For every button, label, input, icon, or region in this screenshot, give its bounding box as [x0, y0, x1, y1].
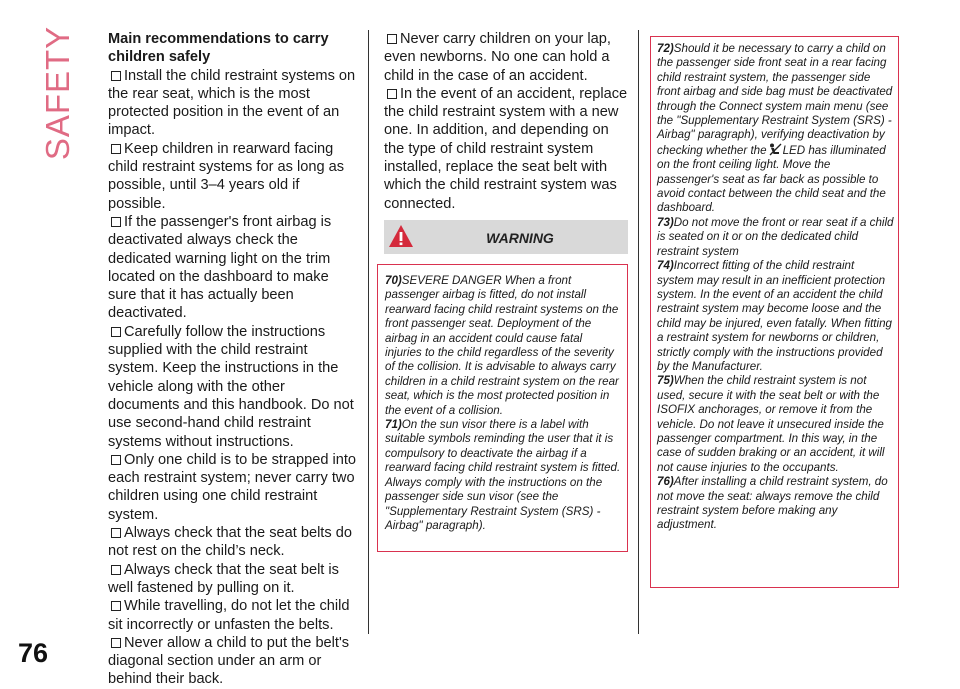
checkbox-bullet-icon	[111, 528, 121, 538]
page-number: 76	[18, 638, 49, 668]
checkbox-bullet-icon	[111, 565, 121, 575]
list-item: Only one child is to be strapped into each restraint system; never carry two children using one child restraint system.	[108, 451, 357, 523]
list-item: If the passenger's front airbag is deactivated always check the dedicated warning light on the trim located on the dashboard to make sure that it has actually been deactivated.	[108, 213, 332, 322]
list-item: While travelling, do not let the child sit incorrectly or unfasten the belts.	[108, 598, 350, 633]
note: 72)Should it be necessary to carry a child on the passenger side front seat in a rear facing child restraint system, the passenger side front airbag and side bag must be deactivated through the Connect system main menu (see the "Supplementary Restraint System (SRS) - Airbag" paragraph), verifying deactivation by checking whether the LED has illuminated on the front ceiling light. Move the passenger's seat as far back as possible to avoid contact between the child seat and the dashboard.	[657, 42, 893, 215]
checkbox-bullet-icon	[111, 638, 121, 648]
list-item: Carefully follow the instructions supplied with the child restraint system. Keep the instructions in the vehicle along with the other documents and this handbook. Do not use second-hand child restraint systems without instructions.	[108, 323, 354, 450]
checkbox-bullet-icon	[111, 144, 121, 154]
airbag-off-icon	[768, 143, 782, 156]
list-item: Never allow a child to put the belt's diagonal section under an arm or behind their back.	[108, 634, 350, 688]
list-item: Always check that the seat belt is well fastened by pulling on it.	[108, 561, 339, 596]
note: 74)Incorrect fitting of the child restraint system may result in an inefficient protection system. In the event of an accident the child restraint system may become loose and the child may be injured, even fatally. When fitting a restraint system for newborns or children, strictly comply with the instructions provided by the Manufacturer.	[657, 259, 892, 373]
section-heading: Main recommendations to carry children safely	[108, 31, 329, 66]
warning-triangle-icon	[388, 223, 414, 249]
checkbox-bullet-icon	[111, 71, 121, 81]
note: 76)After installing a child restraint system, do not move the seat: always remove the child restraint system before making any adjustment.	[657, 475, 888, 532]
checkbox-bullet-icon	[111, 601, 121, 611]
note: 70)SEVERE DANGER When a front passenger airbag is fitted, do not install rearward facing child restraint systems on the front passenger seat. Deployment of the airbag in an accident could cause fatal injuries to the child regardless of the severity of the collision. It is advisable to always carry children in a child restraint system on the rear seat, which is the most protected position in the event of a collision.	[385, 274, 619, 417]
checkbox-bullet-icon	[387, 34, 397, 44]
note: 73)Do not move the front or rear seat if a child is seated on it or on the dedicated child restraint system	[657, 215, 894, 258]
list-item: Install the child restraint systems on the rear seat, which is the most protected position in the event of an impact.	[108, 67, 356, 139]
warning-title: WARNING	[486, 230, 554, 246]
column-divider	[638, 30, 639, 634]
checkbox-bullet-icon	[111, 217, 121, 227]
list-item: Never carry children on your lap, even newborns. No one can hold a child in the case of an accident.	[384, 31, 611, 84]
checkbox-bullet-icon	[111, 455, 121, 465]
column-2	[384, 30, 629, 213]
list-item: Always check that the seat belts do not rest on the child’s neck.	[108, 525, 352, 560]
note: 71)On the sun visor there is a label with suitable symbols reminding the user that it is compulsory to deactivate the airbag if a rearward facing child restraint system is fitted. Always comply with the instructions on the passenger side sun visor (see the "Supplementary Restraint System (SRS) - Airbag" paragraph).	[385, 418, 621, 532]
checkbox-bullet-icon	[111, 327, 121, 337]
checkbox-bullet-icon	[387, 89, 397, 99]
column-divider	[368, 30, 369, 634]
warning-notes-box	[377, 264, 628, 552]
section-label: SAFETY	[39, 25, 77, 161]
column-1	[108, 30, 360, 689]
list-item: Keep children in rearward facing child restraint systems for as long as possible, until 3–4 years old if possible.	[108, 140, 345, 212]
note: 75)When the child restraint system is not used, secure it with the seat belt or with the ISOFIX anchorages, or remove it from the vehicle. Do not leave it unsecured inside the passenger compartment. In this way, in the case of sudden braking or an accident, it will not cause injuries to the occupants.	[657, 374, 885, 474]
warning-notes-box	[650, 36, 899, 588]
list-item: In the event of an accident, replace the child restraint system with a new one. In addition, and depending on the type of child restraint system installed, replace the seat belt with which the child restraint system was connected.	[384, 85, 628, 212]
